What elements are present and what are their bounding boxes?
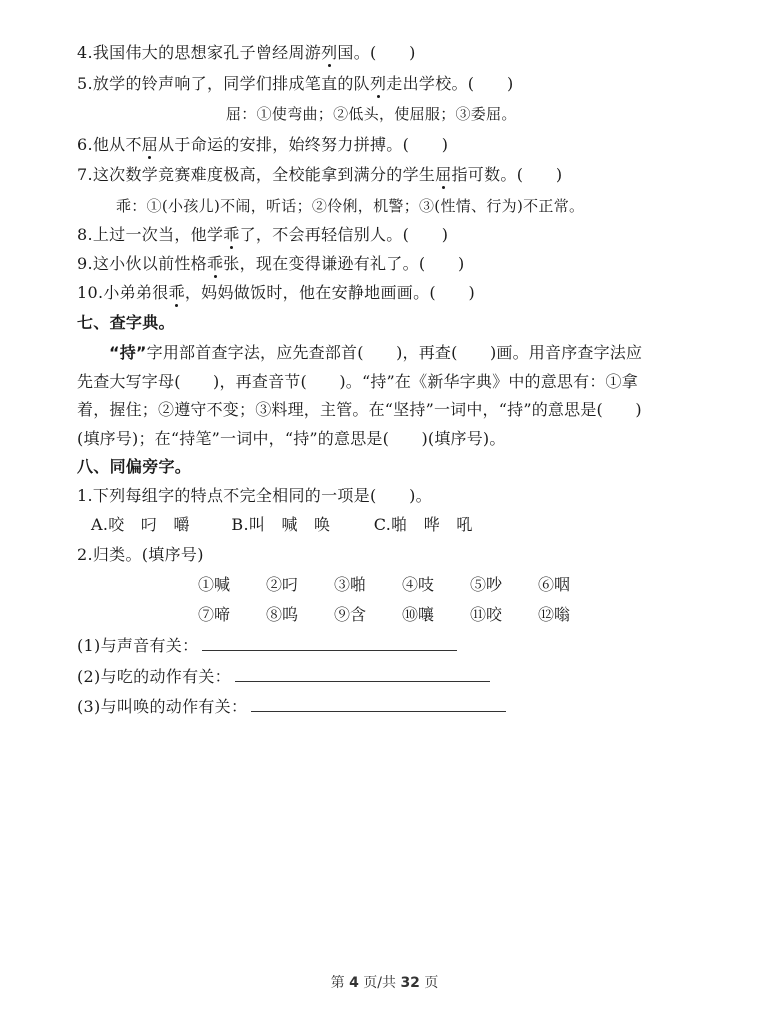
grid-char: ③啪 bbox=[334, 575, 367, 594]
section-8-question-2: 2.归类。(填序号) bbox=[77, 545, 204, 564]
grid-char: ②叼 bbox=[266, 575, 299, 594]
question-text: 他从不 bbox=[92, 135, 142, 154]
total-pages: 32 bbox=[400, 975, 420, 991]
question-7 bbox=[77, 165, 562, 185]
char-grid-row-1 bbox=[198, 575, 606, 595]
question-text: 走出学校。( ) bbox=[386, 74, 514, 93]
page-number: 4 bbox=[349, 975, 359, 991]
question-10 bbox=[77, 283, 475, 303]
question-text: 我国伟大的思想家孔子曾经周游 bbox=[92, 43, 322, 62]
section-7-title: 七、查字典。 bbox=[77, 313, 175, 332]
answer-blank[interactable] bbox=[235, 667, 490, 682]
keyword-chi: “持” bbox=[109, 343, 147, 362]
question-8 bbox=[77, 225, 448, 245]
question-number: 5. bbox=[77, 74, 93, 93]
category-1 bbox=[77, 636, 457, 656]
question-text: 从于命运的安排，始终努力拼搏。( ) bbox=[158, 135, 449, 154]
question-number: 8. bbox=[77, 225, 93, 244]
question-9 bbox=[77, 254, 465, 274]
question-text: 上过一次当，他学 bbox=[92, 225, 224, 244]
grid-char: ⑧呜 bbox=[266, 605, 299, 624]
definition-qu: 屈：①使弯曲；②低头，使屈服；③委屈。 bbox=[226, 105, 517, 123]
option-a bbox=[91, 515, 226, 535]
question-number: 6. bbox=[77, 135, 93, 154]
definition-guai: 乖：①(小孩儿)不闹，听话；②伶俐，机警；③(性情、行为)不正常。 bbox=[116, 197, 585, 215]
question-text: 国。( ) bbox=[337, 43, 416, 62]
paragraph-text: 字用部首查字法，应先查部首( )，再查( )画。用音序查字法应 bbox=[146, 343, 643, 362]
paragraph-line: 先查大写字母( )，再查音节( )。“持”在《新华字典》中的意思有：①拿 bbox=[77, 371, 638, 391]
char-grid-row-2 bbox=[198, 605, 606, 625]
question-1-options bbox=[91, 515, 473, 535]
grid-char: ⑥咽 bbox=[538, 575, 571, 594]
dotted-char: 列 bbox=[369, 74, 387, 93]
dotted-char: 乖 bbox=[223, 225, 240, 244]
category-label: (1)与声音有关： bbox=[77, 636, 199, 655]
option-label: C. bbox=[373, 515, 392, 534]
grid-char: ⑤吵 bbox=[470, 575, 503, 594]
grid-char: ⑪咬 bbox=[470, 605, 503, 624]
category-label: (3)与叫唤的动作有关： bbox=[77, 697, 248, 716]
question-number: 7. bbox=[77, 165, 93, 184]
question-text: 这次数学竞赛难度极高，全校能拿到满分的学生 bbox=[92, 165, 436, 184]
question-5 bbox=[77, 74, 513, 94]
question-text: 这小伙以前性格 bbox=[92, 254, 207, 273]
grid-char: ①喊 bbox=[198, 575, 231, 594]
grid-char: ⑩嚷 bbox=[402, 605, 435, 624]
dotted-char: 屈 bbox=[435, 165, 452, 184]
category-2 bbox=[77, 667, 490, 687]
page-footer bbox=[0, 972, 769, 992]
question-6 bbox=[77, 135, 448, 155]
question-4 bbox=[77, 43, 416, 63]
category-3 bbox=[77, 697, 506, 717]
paragraph-line: 着，握住；②遵守不变；③料理，主管。在“坚持”一词中，“持”的意思是( ) bbox=[77, 400, 642, 419]
question-number: 10. bbox=[77, 283, 104, 302]
question-number: 9. bbox=[77, 254, 93, 273]
grid-char: ⑦啼 bbox=[198, 605, 231, 624]
paragraph-line bbox=[77, 339, 697, 368]
grid-char: ⑨含 bbox=[334, 605, 367, 624]
question-text: ，妈妈做饭时，他在安静地画画。( ) bbox=[184, 283, 476, 302]
grid-char: ④吱 bbox=[402, 575, 435, 594]
dotted-char: 列 bbox=[321, 43, 338, 62]
footer-text: 页/共 bbox=[358, 975, 401, 991]
question-text: 小弟弟很 bbox=[103, 283, 169, 302]
paragraph-line: (填序号)；在“持笔”一词中，“持”的意思是( )(填序号)。 bbox=[77, 428, 506, 448]
answer-blank[interactable] bbox=[251, 697, 506, 712]
question-number: 4. bbox=[77, 43, 93, 62]
option-b bbox=[231, 515, 368, 535]
option-c bbox=[374, 515, 473, 534]
section-7-paragraph bbox=[77, 339, 697, 453]
option-label: B. bbox=[231, 515, 249, 534]
option-chars: 叫 喊 唤 bbox=[248, 515, 331, 534]
category-label: (2)与吃的动作有关： bbox=[77, 667, 231, 686]
grid-char: ⑫嗡 bbox=[538, 605, 571, 624]
option-chars: 啪 哗 吼 bbox=[391, 515, 473, 534]
question-text: 了，不会再轻信别人。( ) bbox=[239, 225, 449, 244]
section-8-question-1: 1.下列每组字的特点不完全相同的一项是( )。 bbox=[77, 486, 432, 505]
dotted-char: 乖 bbox=[206, 254, 224, 273]
question-text: 张，现在变得谦逊有礼了。( ) bbox=[223, 254, 465, 273]
section-8-title: 八、同偏旁字。 bbox=[77, 457, 192, 476]
option-chars: 咬 叼 嚼 bbox=[108, 515, 190, 534]
question-text: 放学的铃声响了，同学们排成笔直的队 bbox=[92, 74, 370, 93]
answer-blank[interactable] bbox=[202, 636, 457, 651]
option-label: A. bbox=[91, 515, 109, 534]
dotted-char: 屈 bbox=[141, 135, 159, 154]
footer-text: 页 bbox=[419, 975, 439, 991]
question-text: 指可数。( ) bbox=[451, 165, 563, 184]
dotted-char: 乖 bbox=[168, 283, 185, 302]
footer-text: 第 bbox=[330, 975, 350, 991]
